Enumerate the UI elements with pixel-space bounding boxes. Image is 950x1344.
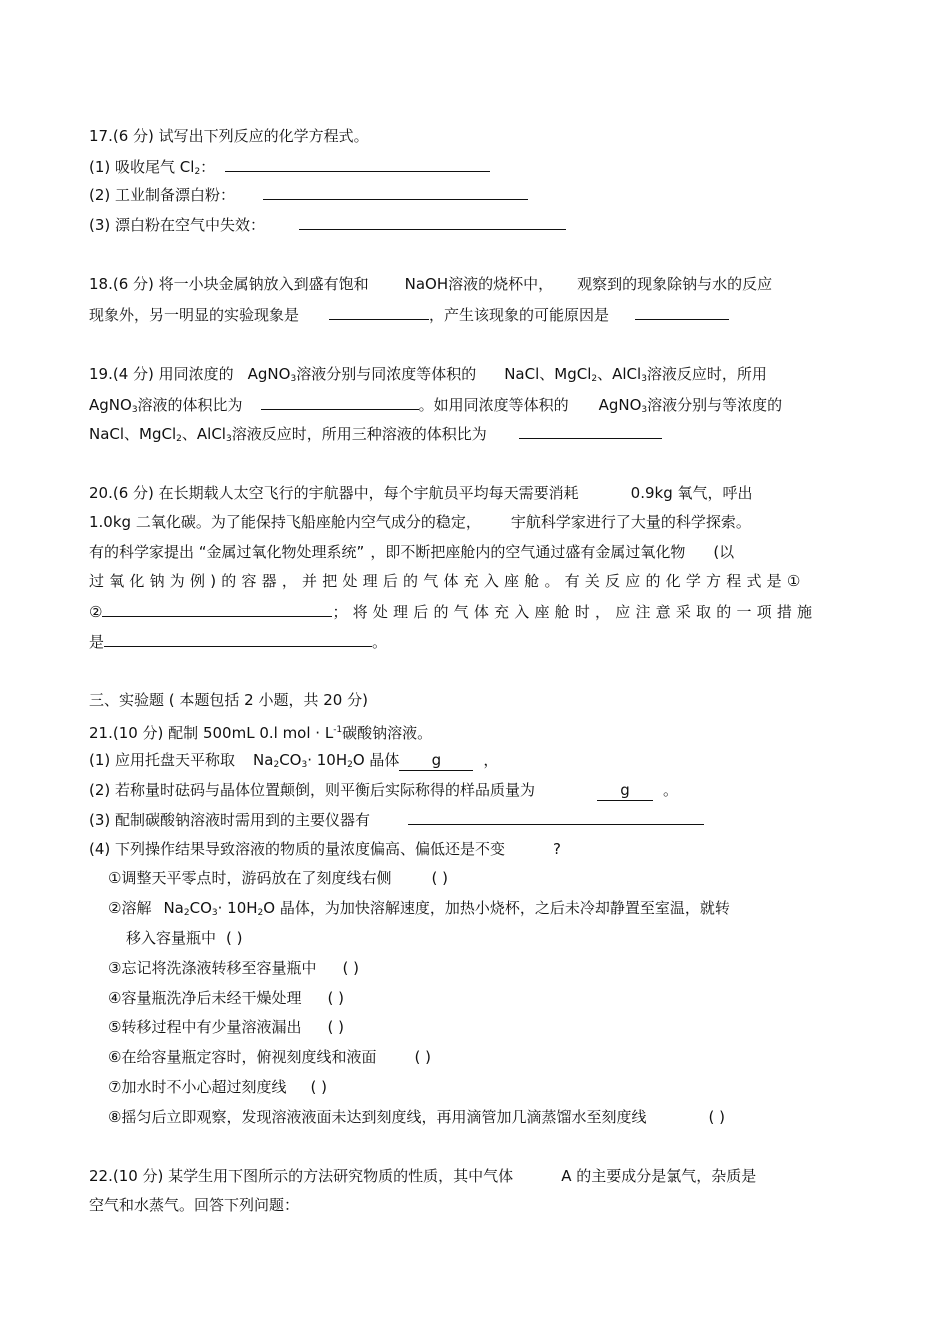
q21-item8: ⑧摇匀后立即观察，发现溶液液面未达到刻度线，再用滴管加几滴蒸馏水至刻度线 ( ) [108, 1108, 725, 1126]
q21-item5: ⑤转移过程中有少量溶液漏出 ( ) [108, 1018, 344, 1036]
answer-blank[interactable] [299, 214, 566, 230]
q21-item4: ④容量瓶洗净后未经干燥处理 ( ) [108, 989, 344, 1007]
answer-blank[interactable] [102, 601, 332, 617]
q20-line6: 是 。 [89, 633, 388, 651]
q20-line4: 过氧化钠为例)的容器，并把处理后的气体充入座舱。有关反应的化学方程式是① [89, 572, 806, 590]
answer-blank[interactable] [635, 304, 729, 320]
q17-part2: (2) 工业制备漂白粉： [89, 184, 528, 204]
q19-line2: AgNO$_3$溶液的体积比为 。如用同浓度等体积的 AgNO$_3$溶液分别与等浓度的 [89, 396, 783, 415]
q17-part1: (1) 吸收尾气 $Cl_2$： [89, 156, 490, 176]
answer-blank[interactable]: g [597, 780, 653, 801]
answer-paren[interactable]: ( ) [342, 959, 359, 977]
answer-blank[interactable] [261, 394, 419, 410]
q21-item1: ①调整天平零点时，游码放在了刻度线右侧 ( ) [108, 869, 448, 887]
answer-blank[interactable] [519, 423, 662, 439]
q20-line3: 有的科学家提出 “金属过氧化物处理系统” ，即不断把座舱内的空气通过盛有金属过氧化物 (以 [89, 543, 735, 561]
q21-item3: ③忘记将洗涤液转移至容量瓶中 ( ) [108, 959, 359, 977]
q19-line3: NaCl、MgCl$_2$、AlCl$_3$溶液反应时，所用三种溶液的体积比为 [89, 423, 662, 443]
q21-part3: (3) 配制碳酸钠溶液时需用到的主要仪器有 [89, 809, 704, 829]
answer-paren[interactable]: ( ) [310, 1078, 327, 1096]
q21-part2: (2) 若称量时砝码与晶体位置颠倒，则平衡后实际称得的样品质量为 g 。 [89, 781, 679, 799]
answer-blank[interactable] [225, 156, 490, 172]
q22-line2: 空气和水蒸气。回答下列问题： [89, 1196, 300, 1214]
answer-blank[interactable] [408, 809, 704, 825]
answer-paren[interactable]: ( ) [414, 1048, 431, 1066]
section3-title: 三、实验题 ( 本题包括 2 小题，共 20 分) [89, 691, 368, 709]
answer-paren[interactable]: ( ) [327, 1018, 344, 1036]
q21-item2-cont: 移入容量瓶中 ( ) [126, 929, 243, 947]
q21-title: 21.(10 分) 配制 500mL 0.l mol · $L^{-1}$碳酸钠溶液。 [89, 724, 433, 742]
q17-part3: (3) 漂白粉在空气中失效： [89, 214, 566, 234]
q21-item2: ②溶解 $Na_2CO_3\cdot 10H_2O$ 晶体，为加快溶解速度，加热小烧杯，之后未冷却静置至室温，就转 [108, 899, 730, 918]
q21-item6: ⑥在给容量瓶定容时，俯视刻度线和液面 ( ) [108, 1048, 431, 1066]
q20-line1: 20.(6 分) 在长期载人太空飞行的宇航器中，每个宇航员平均每天需要消耗 0.9kg 氧气，呼出 [89, 484, 753, 502]
q22-line1: 22.(10 分) 某学生用下图所示的方法研究物质的性质，其中气体 A 的主要成分是氯气，杂质是 [89, 1167, 757, 1185]
q21-item7: ⑦加水时不小心超过刻度线 ( ) [108, 1078, 327, 1096]
q21-part1: (1) 应用托盘天平称取 $Na_2CO_3\cdot 10H_2O$ 晶体 g ， [89, 751, 499, 770]
answer-blank[interactable]: g [399, 750, 473, 771]
q18-line2: 现象外，另一明显的实验现象是 ，产生该现象的可能原因是 [89, 304, 729, 324]
q21-part4: (4) 下列操作结果导致溶液的物质的量浓度偏高、偏低还是不变 ? [89, 840, 561, 858]
q17-title: 17.(6 分) 试写出下列反应的化学方程式。 [89, 127, 369, 145]
answer-paren[interactable]: ( ) [431, 869, 448, 887]
answer-paren[interactable]: ( ) [226, 929, 243, 947]
answer-blank[interactable] [263, 184, 528, 200]
answer-blank[interactable] [329, 304, 429, 320]
answer-blank[interactable] [104, 631, 372, 647]
answer-paren[interactable]: ( ) [708, 1108, 725, 1126]
q20-line2: 1.0kg 二氧化碳。为了能保持飞船座舱内空气成分的稳定， 宇航科学家进行了大量的科学探索。 [89, 513, 751, 531]
q20-line5: ② ；将处理后的气体充入座舱时，应注意采取的一项措施 [89, 603, 818, 621]
q19-line1: 19.(4 分) 用同浓度的 AgNO$_3$溶液分别与同浓度等体积的 NaCl、MgCl$_2$、AlCl$_3$溶液反应时，所用 [89, 365, 767, 384]
q18-line1: 18.(6 分) 将一小块金属钠放入到盛有饱和 NaOH溶液的烧杯中， 观察到的现象除钠与水的反应 [89, 275, 773, 293]
answer-paren[interactable]: ( ) [327, 989, 344, 1007]
